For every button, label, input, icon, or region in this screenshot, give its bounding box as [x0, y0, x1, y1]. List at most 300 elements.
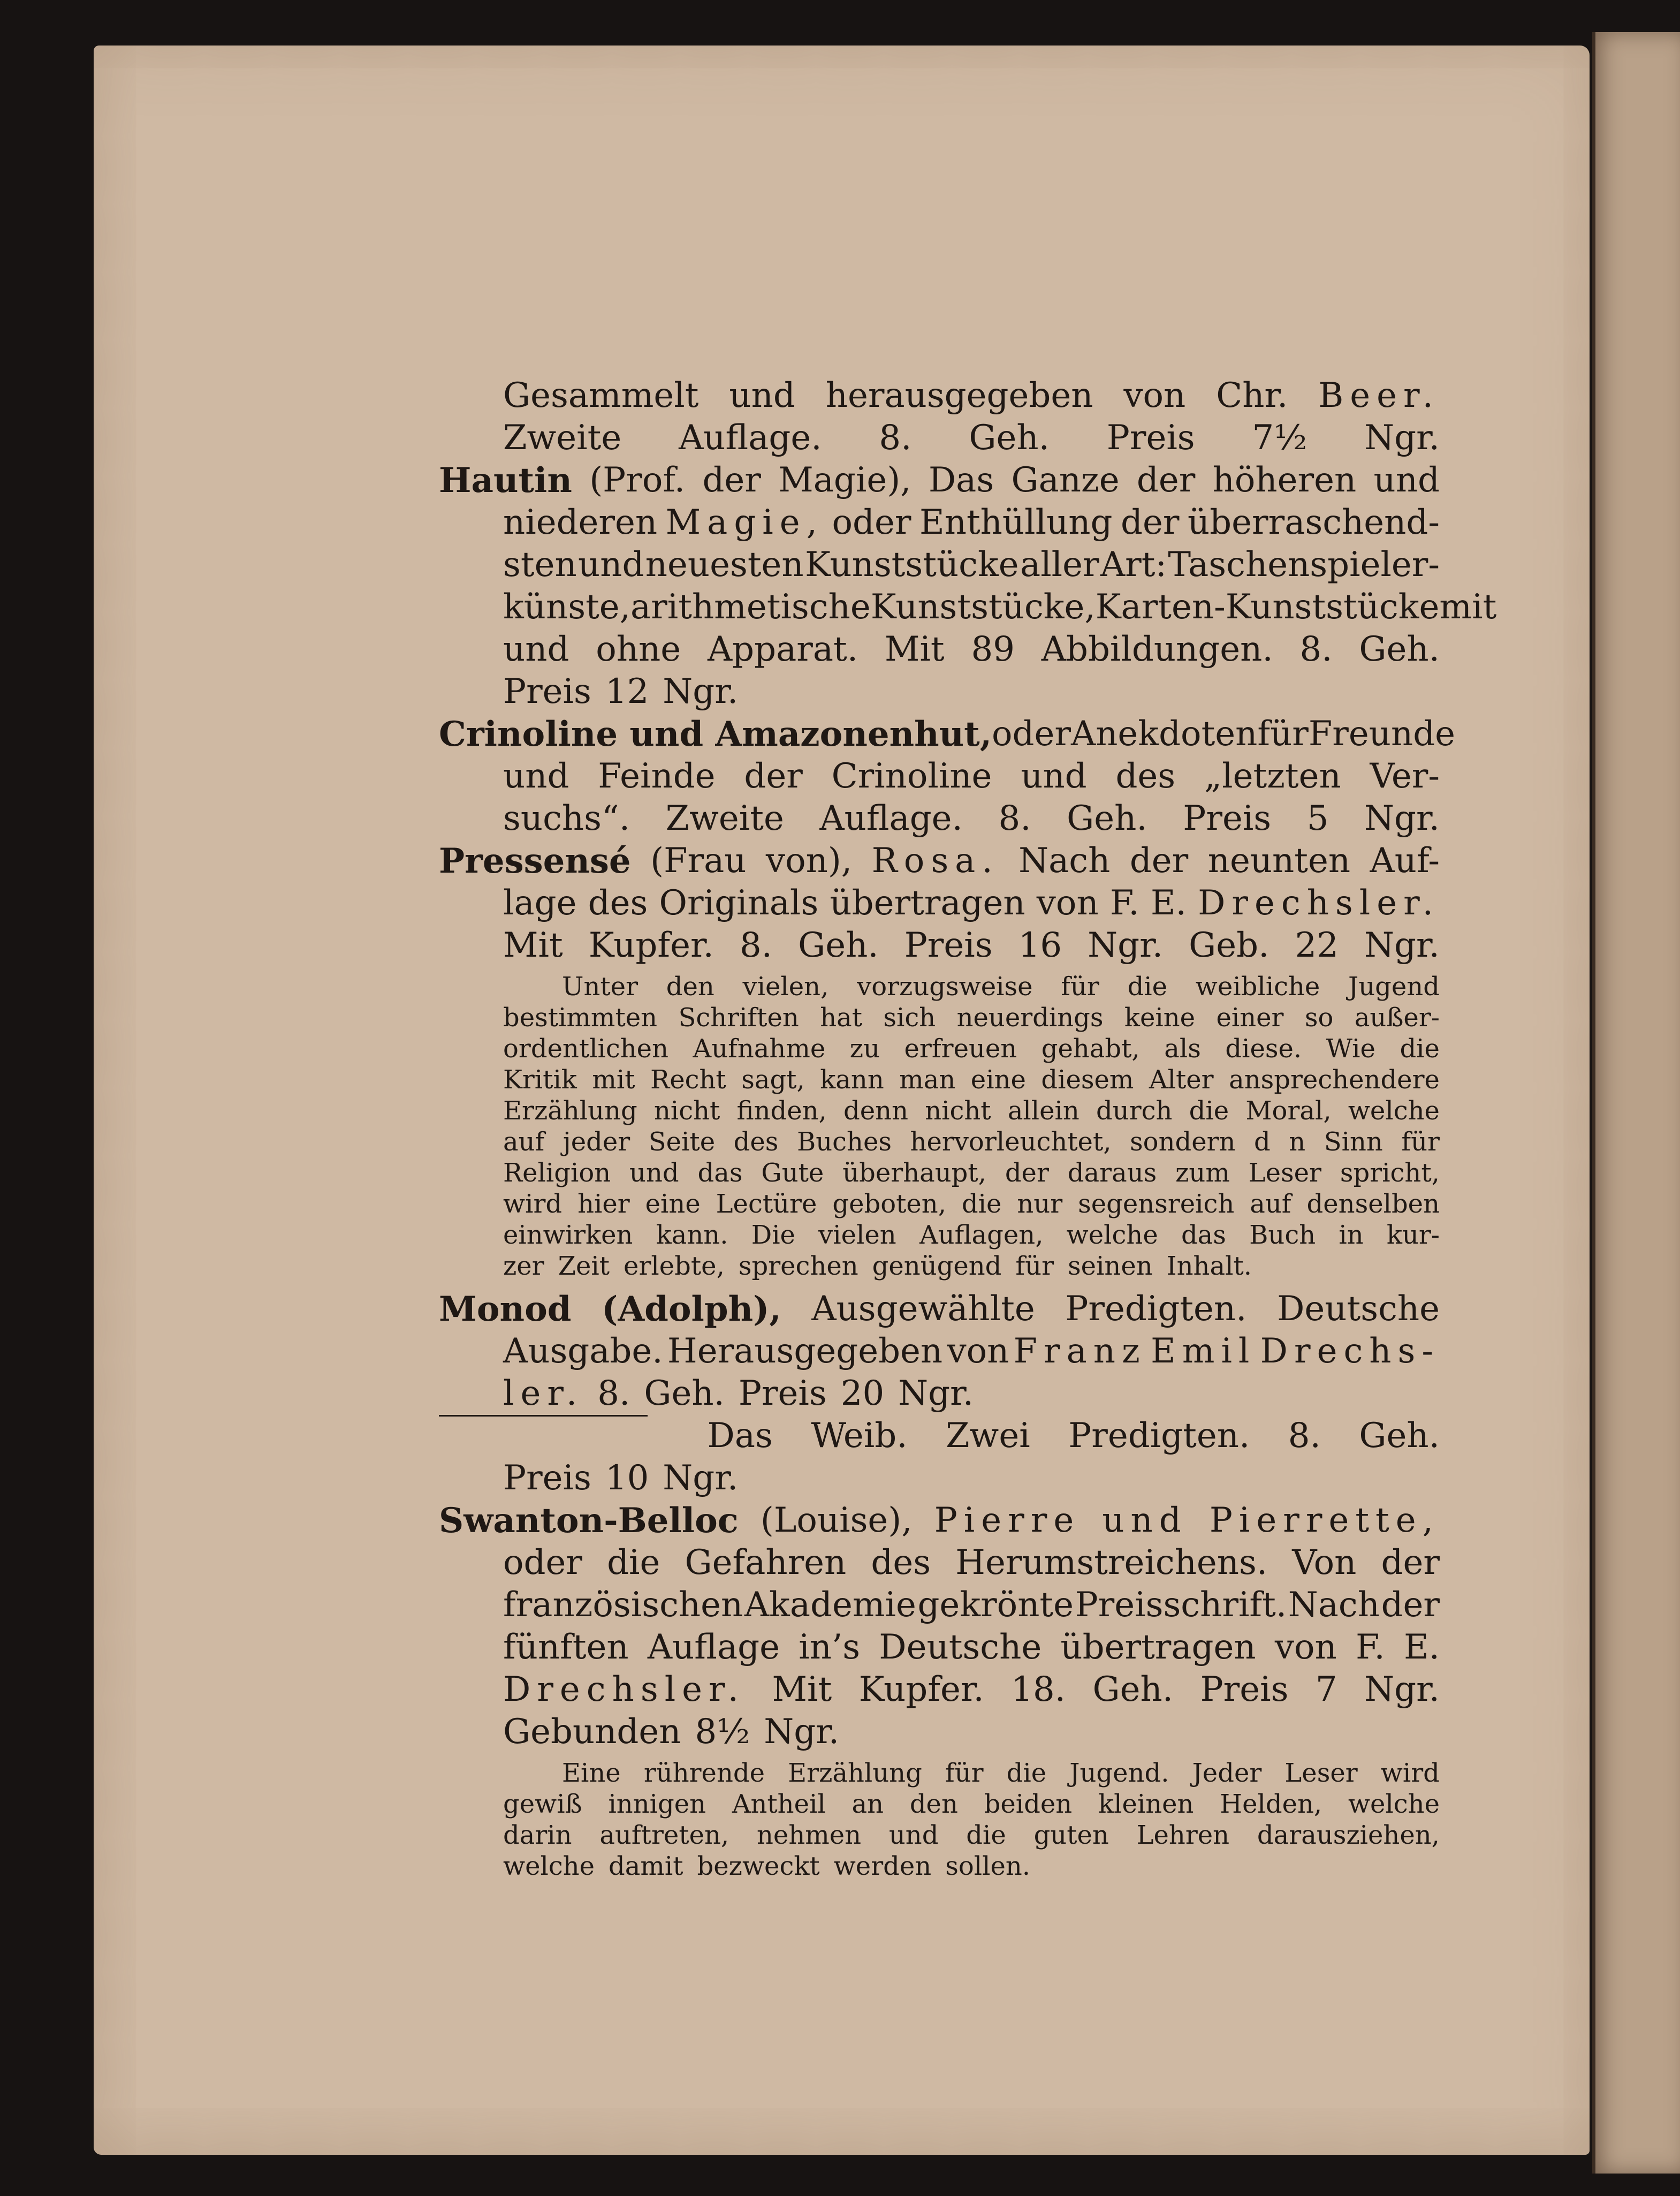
word: welche: [1066, 1220, 1158, 1250]
word: Geh.: [1359, 630, 1440, 669]
text-line: [503, 1820, 1440, 1851]
author-heading: Pressensé: [439, 841, 631, 881]
catalogue-entry-crinoline: [439, 713, 1456, 840]
word: (Adolph),: [602, 1289, 781, 1329]
catalogue-entry-monod-weib: [439, 1415, 1440, 1500]
word: kur-: [1386, 1220, 1440, 1250]
word: und: [1021, 756, 1087, 796]
word: vorzugsweise: [857, 972, 1033, 1002]
word: aller: [1020, 545, 1099, 585]
text-line: [503, 1095, 1440, 1126]
word: sprechen: [738, 1251, 858, 1281]
word: bestimmten: [503, 1003, 658, 1033]
word: Buch: [1249, 1220, 1316, 1250]
word: 8.: [1288, 1416, 1321, 1456]
word: nehmen: [757, 1820, 862, 1850]
word: Weib.: [811, 1416, 908, 1456]
word: daraus: [1067, 1158, 1157, 1188]
text-line: [503, 1626, 1440, 1669]
word: ansprechendere: [1229, 1065, 1440, 1095]
word: ler.: [503, 1374, 584, 1413]
word: Preis: [738, 1374, 827, 1413]
word: Rosa.: [871, 841, 999, 881]
word: denselben: [1306, 1189, 1440, 1219]
word: vielen,: [742, 972, 829, 1002]
text-line: [503, 1457, 1440, 1500]
text-line: [503, 1373, 1440, 1415]
word: darausziehen,: [1257, 1820, 1440, 1850]
word: den: [909, 1789, 958, 1819]
word: geboten,: [832, 1189, 946, 1219]
text-line: [439, 713, 1456, 755]
word: Gebunden: [503, 1712, 681, 1752]
word: allein: [1007, 1096, 1080, 1126]
word: Mit: [772, 1670, 832, 1709]
text-line: [503, 755, 1440, 798]
word: Zweite: [665, 799, 784, 838]
word: einwirken: [503, 1220, 633, 1250]
text-line: [503, 1251, 1440, 1282]
word: darin: [503, 1820, 572, 1850]
word: Preis: [1200, 1670, 1289, 1709]
text-line: [503, 1157, 1440, 1188]
word: hat: [820, 1003, 863, 1033]
word: Nach: [1018, 841, 1111, 881]
word: Kunststücke: [804, 545, 1019, 585]
word: Art:: [1100, 545, 1167, 585]
word: Franz: [1013, 1331, 1146, 1371]
word: E.: [1403, 1627, 1440, 1667]
word: 8.: [879, 418, 912, 458]
word: gewiß: [503, 1789, 582, 1819]
word: des: [588, 883, 648, 923]
word: erlebte,: [624, 1251, 725, 1281]
word: vielen: [818, 1220, 896, 1250]
word: oder: [503, 1543, 582, 1582]
word: Ganze: [1011, 460, 1120, 500]
word: bezweckt: [697, 1851, 820, 1881]
word: so: [1304, 1003, 1334, 1033]
word: kleinen: [1098, 1789, 1194, 1819]
word: erfreuen: [904, 1034, 1017, 1064]
word: Wie: [1326, 1034, 1375, 1064]
word: E.: [1150, 883, 1187, 923]
word: auf: [503, 1127, 545, 1157]
word: außer-: [1354, 1003, 1440, 1033]
catalogue-entry-swanton-belloc: [439, 1500, 1440, 1882]
word: durch: [1096, 1096, 1173, 1126]
word: nicht: [653, 1096, 720, 1126]
word: Magie,: [665, 503, 824, 542]
word: Herumstreichens.: [955, 1543, 1268, 1582]
word: Schriften: [678, 1003, 799, 1033]
word: Predigten.: [1065, 1289, 1247, 1329]
word: seinen: [1068, 1251, 1153, 1281]
word: die: [966, 1820, 1006, 1850]
word: Preis: [503, 672, 591, 711]
word: eine: [970, 1065, 1026, 1095]
text-line: [439, 1288, 1440, 1330]
word: arithmetische: [630, 587, 871, 627]
word: des: [871, 1543, 931, 1582]
word: Jugend: [1348, 972, 1440, 1002]
word: und: [503, 630, 569, 669]
word: Beer.: [1318, 376, 1440, 415]
word: Gute: [761, 1158, 824, 1188]
word: und: [578, 545, 644, 585]
word: Anekdoten: [1070, 714, 1258, 754]
text-line: [503, 1584, 1440, 1626]
word: Karten-Kunststücke: [1095, 587, 1440, 627]
word: 8.: [597, 1374, 630, 1413]
word: und: [888, 1820, 939, 1850]
word: Lectüre: [716, 1189, 817, 1219]
word: Drechsler.: [1198, 883, 1440, 923]
word: Von: [1292, 1543, 1357, 1582]
word: eine: [645, 1189, 701, 1219]
word: welche: [1348, 1096, 1440, 1126]
word: Deutsche: [879, 1627, 1042, 1667]
catalogue-entry-beer: [503, 375, 1440, 459]
word: Lehren: [1136, 1820, 1230, 1850]
word: Geh.: [798, 926, 879, 965]
text-line: [503, 925, 1440, 967]
text-line: [503, 586, 1497, 628]
word: Ngr.: [1088, 926, 1164, 965]
text-line: [503, 671, 1440, 713]
word: an: [852, 1789, 884, 1819]
word: überraschend-: [1187, 503, 1440, 542]
word: Religion: [503, 1158, 611, 1188]
word: Preis: [503, 1458, 591, 1498]
text-line: [503, 1220, 1440, 1251]
word: die: [961, 1189, 1002, 1219]
word: niederen: [503, 503, 658, 542]
text-line: [503, 1711, 1440, 1753]
catalogue-entry-monod: [439, 1288, 1440, 1415]
word: Erzählung: [503, 1096, 637, 1126]
word: hervorleuchtet,: [910, 1127, 1112, 1157]
word: 8.: [739, 926, 772, 965]
word: Deutsche: [1277, 1289, 1440, 1329]
word: kann.: [656, 1220, 728, 1250]
word: in’s: [799, 1627, 861, 1667]
text-line: [503, 1330, 1440, 1373]
word: genügend: [872, 1251, 1002, 1281]
word: welche: [503, 1851, 595, 1881]
word: Apparat.: [707, 630, 858, 669]
word: Unter: [562, 972, 638, 1002]
word: Ngr.: [1364, 926, 1440, 965]
word: 8.: [998, 799, 1031, 838]
word: „letzten: [1204, 756, 1341, 796]
word: wird: [1380, 1758, 1440, 1788]
word: lage: [503, 883, 577, 923]
author-heading: Hautin: [439, 460, 572, 501]
word: für: [1257, 714, 1309, 754]
word: 8½: [695, 1712, 750, 1752]
word: auf: [1250, 1189, 1291, 1219]
word: das: [697, 1158, 743, 1188]
word: in: [1339, 1220, 1364, 1250]
word: diese.: [1225, 1034, 1302, 1064]
word: von: [1274, 1627, 1337, 1667]
text-line: [503, 1002, 1440, 1033]
word: werden: [833, 1851, 932, 1881]
word: und: [1102, 1501, 1188, 1540]
text-line: [503, 1064, 1440, 1095]
word: und: [729, 376, 795, 415]
word: mit: [592, 1065, 635, 1095]
text-line: [503, 544, 1440, 586]
word: 12: [605, 672, 649, 711]
word: 5: [1306, 799, 1329, 838]
word: Feinde: [598, 756, 716, 796]
word: (Prof.: [589, 460, 686, 500]
word: den: [666, 972, 714, 1002]
word: des: [1115, 756, 1176, 796]
word: höheren: [1212, 460, 1357, 500]
word: Auflage.: [819, 799, 963, 838]
word: zum: [1175, 1158, 1230, 1188]
word: für: [1401, 1127, 1440, 1157]
word: Eine: [562, 1758, 621, 1788]
word: Mit: [503, 926, 563, 965]
word: Crinoline: [831, 756, 992, 796]
word: (Frau: [650, 841, 747, 881]
word: (Louise),: [760, 1501, 913, 1540]
word: Pierre: [934, 1501, 1081, 1540]
word: der: [1120, 503, 1180, 542]
word: oder: [992, 714, 1071, 754]
word: Moral,: [1245, 1096, 1332, 1126]
word: ordentlichen: [503, 1034, 668, 1064]
word: Preis: [1106, 418, 1195, 458]
word: Ngr.: [764, 1712, 840, 1752]
word: Emil: [1151, 1331, 1256, 1371]
word: die: [1006, 1758, 1047, 1788]
title-heading: Crinoline und Amazonenhut,: [439, 714, 992, 754]
word: Geh.: [1359, 1416, 1440, 1456]
word: F.: [1109, 883, 1139, 923]
word: finden,: [736, 1096, 827, 1126]
word: Buches: [796, 1127, 892, 1157]
word: d: [1254, 1127, 1271, 1157]
word: Ausgewählte: [811, 1289, 1035, 1329]
word: Kupfer.: [588, 926, 714, 965]
word: neuesten: [645, 545, 804, 585]
word: man: [899, 1065, 956, 1095]
word: 18.: [1011, 1670, 1066, 1709]
word: Preis: [1183, 799, 1272, 838]
word: sten: [503, 545, 577, 585]
word: Predigten.: [1068, 1416, 1250, 1456]
text-line: [439, 459, 1440, 502]
word: Ausgabe.: [503, 1331, 663, 1371]
ditto-dash: [439, 1415, 648, 1457]
text-line: [503, 417, 1440, 459]
word: Akademie: [744, 1585, 916, 1625]
word: herausgegeben: [825, 376, 1093, 415]
word: Magie),: [778, 460, 911, 500]
word: damit: [609, 1851, 683, 1881]
word: wird: [503, 1189, 562, 1219]
word: von: [1123, 376, 1186, 415]
word: der: [744, 756, 803, 796]
word: jeder: [562, 1127, 630, 1157]
word: von: [947, 1331, 1009, 1371]
word: beiden: [984, 1789, 1073, 1819]
word: gehabt,: [1041, 1034, 1140, 1064]
word: für: [1061, 972, 1099, 1002]
word: der: [1381, 1585, 1440, 1625]
word: Recht: [650, 1065, 726, 1095]
word: Originals: [659, 883, 819, 923]
word: Ngr.: [898, 1374, 974, 1413]
word: Leser: [1248, 1158, 1321, 1188]
word: Auflage: [647, 1627, 780, 1667]
word: 89: [971, 630, 1015, 669]
word: Aufnahme: [693, 1034, 826, 1064]
word: Zweite: [503, 418, 622, 458]
text-line: [439, 1500, 1440, 1542]
word: Antheil: [732, 1789, 826, 1819]
word: Geh.: [1067, 799, 1147, 838]
word: hier: [577, 1189, 630, 1219]
word: überhaupt,: [842, 1158, 986, 1188]
word: der: [1129, 841, 1189, 881]
word: die: [1189, 1096, 1229, 1126]
word: Ngr.: [663, 672, 739, 711]
word: oder: [832, 503, 911, 542]
catalogue-entry-pressense: [439, 840, 1440, 1282]
word: Das: [707, 1416, 773, 1456]
word: und: [1373, 460, 1440, 500]
word: die: [1400, 1034, 1440, 1064]
word: Nach: [1288, 1585, 1380, 1625]
word: und: [629, 1158, 679, 1188]
text-line: [503, 882, 1440, 925]
word: der: [1136, 460, 1196, 500]
word: Preis: [904, 926, 993, 965]
word: Zeit: [558, 1251, 610, 1281]
word: segensreich: [1078, 1189, 1235, 1219]
word: Kritik: [503, 1065, 577, 1095]
word: französischen: [503, 1585, 743, 1625]
word: künste,: [503, 587, 630, 627]
word: Ngr.: [1364, 1670, 1440, 1709]
word: sondern: [1130, 1127, 1236, 1157]
word: Taschenspieler-: [1168, 545, 1440, 585]
word: Chr.: [1216, 376, 1288, 415]
word: Freunde: [1308, 714, 1456, 754]
word: 8.: [1299, 630, 1333, 669]
word: F.: [1355, 1627, 1385, 1667]
text-line: [439, 1415, 1440, 1457]
word: Kupfer.: [858, 1670, 984, 1709]
text-line: [503, 1126, 1440, 1157]
word: Seite: [648, 1127, 716, 1157]
review-note: [503, 971, 1440, 1282]
word: Das: [928, 460, 994, 500]
word: denn: [843, 1096, 908, 1126]
text-line: [562, 1758, 1440, 1789]
word: Alter: [1149, 1065, 1214, 1095]
author-heading: Swanton-Belloc: [439, 1501, 739, 1541]
word: Herausgegeben: [667, 1331, 943, 1371]
adjacent-page-edge: [1592, 32, 1680, 2174]
text-line: [503, 1188, 1440, 1220]
word: der: [1381, 1543, 1440, 1582]
word: 7½: [1252, 418, 1307, 458]
word: Erzählung: [788, 1758, 922, 1788]
word: neunten: [1207, 841, 1351, 881]
word: von),: [765, 841, 853, 881]
word: gekrönte: [917, 1585, 1074, 1625]
word: Gesammelt: [503, 376, 699, 415]
text-line: [503, 1669, 1440, 1711]
word: Auflagen,: [919, 1220, 1044, 1250]
word: auftreten,: [599, 1820, 729, 1850]
word: für: [945, 1758, 984, 1788]
word: Ngr.: [663, 1458, 739, 1498]
word: 22: [1295, 926, 1339, 965]
word: Auflage.: [679, 418, 822, 458]
word: die: [1127, 972, 1168, 1002]
word: 20: [840, 1374, 885, 1413]
word: neuerdings: [956, 1003, 1104, 1033]
word: Sinn: [1324, 1127, 1383, 1157]
word: nur: [1017, 1189, 1063, 1219]
text-line: [503, 1033, 1440, 1064]
word: nicht: [925, 1096, 991, 1126]
word: zu: [849, 1034, 880, 1064]
catalogue-entry-hautin: [439, 459, 1497, 713]
word: sich: [883, 1003, 936, 1033]
word: Jeder: [1192, 1758, 1262, 1788]
word: Preisschrift.: [1075, 1585, 1287, 1625]
word: innigen: [608, 1789, 706, 1819]
word: 16: [1018, 926, 1062, 965]
text-line: [503, 628, 1440, 671]
word: diesem: [1041, 1065, 1134, 1095]
word: die: [607, 1543, 660, 1582]
word: Drechsler.: [503, 1670, 745, 1709]
word: kann: [820, 1065, 884, 1095]
word: welche: [1348, 1789, 1440, 1819]
word: 7: [1315, 1670, 1337, 1709]
word: rührende: [643, 1758, 765, 1788]
word: übertragen: [830, 883, 1025, 923]
word: Pierrette,: [1209, 1501, 1440, 1540]
word: für: [1015, 1251, 1054, 1281]
word: übertragen: [1060, 1627, 1256, 1667]
word: das: [1181, 1220, 1226, 1250]
word: und: [503, 756, 569, 796]
word: n: [1289, 1127, 1306, 1157]
word: Ngr.: [1364, 799, 1440, 838]
word: zer: [503, 1251, 544, 1281]
word: Mit: [884, 630, 945, 669]
word: Geb.: [1189, 926, 1269, 965]
word: 10: [605, 1458, 649, 1498]
word: Geh.: [969, 418, 1050, 458]
word: Enthüllung: [919, 503, 1113, 542]
text-line: [439, 840, 1440, 882]
review-note: [503, 1758, 1440, 1882]
word: Abbildungen.: [1041, 630, 1273, 669]
text-line: [503, 1789, 1440, 1820]
